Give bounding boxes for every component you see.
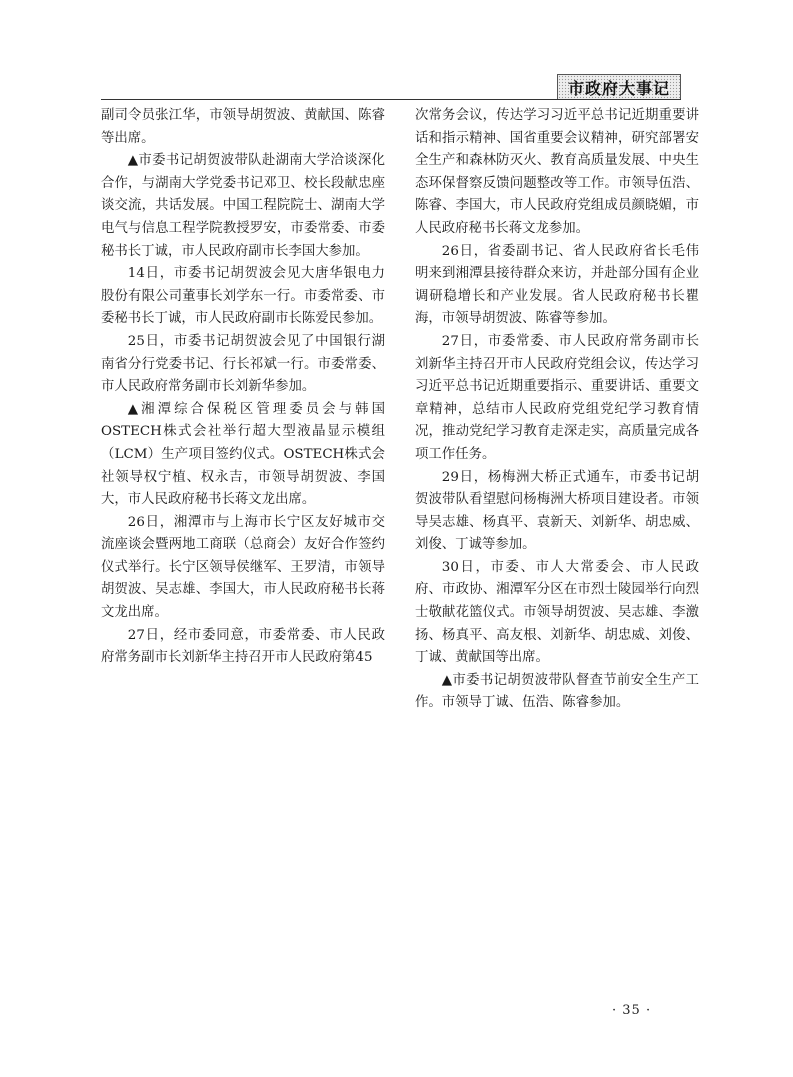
paragraph: 27日，经市委同意，市委常委、市人民政府常务副市长刘新华主持召开市人民政府第45: [101, 627, 385, 666]
paragraph: 29日，杨梅洲大桥正式通车，市委书记胡贺波带队看望慰问杨梅洲大桥项目建设者。市领导吴志雄、杨真平、袁新天、刘新华、胡忠威、刘俊、丁诚等参加。: [415, 469, 699, 553]
paragraph: 27日，市委常委、市人民政府常务副市长刘新华主持召开市人民政府党组会议，传达学习习近平总书记近期重要指示、重要讲话、重要文章精神，总结市人民政府党组党纪学习教育情况，推动党纪学习教育走深走实，高质量完成各项工作任务。: [415, 333, 699, 462]
left-column: [101, 105, 385, 670]
paragraph: ▲市委书记胡贺波带队赴湖南大学洽谈深化合作，与湖南大学党委书记邓卫、校长段献忠座谈交流，共话发展。中国工程院院士、湖南大学电气与信息工程学院教授罗安，市委常委、市委秘书长丁诚，市人民政府副市长李国大参加。: [101, 153, 385, 259]
paragraph: 14日，市委书记胡贺波会见大唐华银电力股份有限公司董事长刘学东一行。市委常委、市委秘书长丁诚，市人民政府副市长陈爱民参加。: [101, 266, 385, 327]
section-title-badge: [557, 74, 681, 100]
page-number: · 35 ·: [612, 1003, 652, 1018]
paragraph: ▲市委书记胡贺波带队督查节前安全生产工作。市领导丁诚、伍浩、陈睿参加。: [415, 672, 699, 711]
paragraph: 25日，市委书记胡贺波会见了中国银行湖南省分行党委书记、行长祁斌一行。市委常委、市人民政府常务副市长刘新华参加。: [101, 333, 385, 395]
section-title: 市政府大事记: [567, 78, 670, 98]
paragraph: 次常务会议，传达学习习近平总书记近期重要讲话和指示精神、国省重要会议精神，研究部署安全生产和森林防灭火、教育高质量发展、中央生态环保督察反馈问题整改等工作。市领导伍浩、陈睿、李国大，市人民政府党组成员颜晓媚，市人民政府秘书长蒋文龙参加。: [415, 108, 699, 236]
paragraph: ▲湘潭综合保税区管理委员会与韩国OSTECH株式会社举行超大型液晶显示模组（LCM）生产项目签约仪式。OSTECH株式会社领导权宁植、权永吉，市领导胡贺波、李国大，市人民政府秘书长蒋文龙出席。: [101, 401, 385, 508]
paragraph: 30日，市委、市人大常委会、市人民政府、市政协、湘潭军分区在市烈士陵园举行向烈士敬献花篮仪式。市领导胡贺波、吴志雄、李激扬、杨真平、高友根、刘新华、胡忠威、刘俊、丁诚、黄献国等出席。: [415, 559, 699, 666]
header-divider: [101, 99, 681, 100]
paragraph: 副司令员张江华，市领导胡贺波、黄献国、陈睿等出席。: [101, 108, 385, 146]
paragraph: 26日，省委副书记、省人民政府省长毛伟明来到湘潭县接待群众来访，并赴部分国有企业调研稳增长和产业发展。省人民政府秘书长瞿海，市领导胡贺波、陈睿等参加。: [415, 243, 699, 327]
paragraph: 26日，湘潭市与上海市长宁区友好城市交流座谈会暨两地工商联（总商会）友好合作签约仪式举行。长宁区领导侯继军、王罗清，市领导胡贺波、吴志雄、李国大，市人民政府秘书长蒋文龙出席。: [101, 514, 385, 621]
right-column: [415, 105, 699, 715]
